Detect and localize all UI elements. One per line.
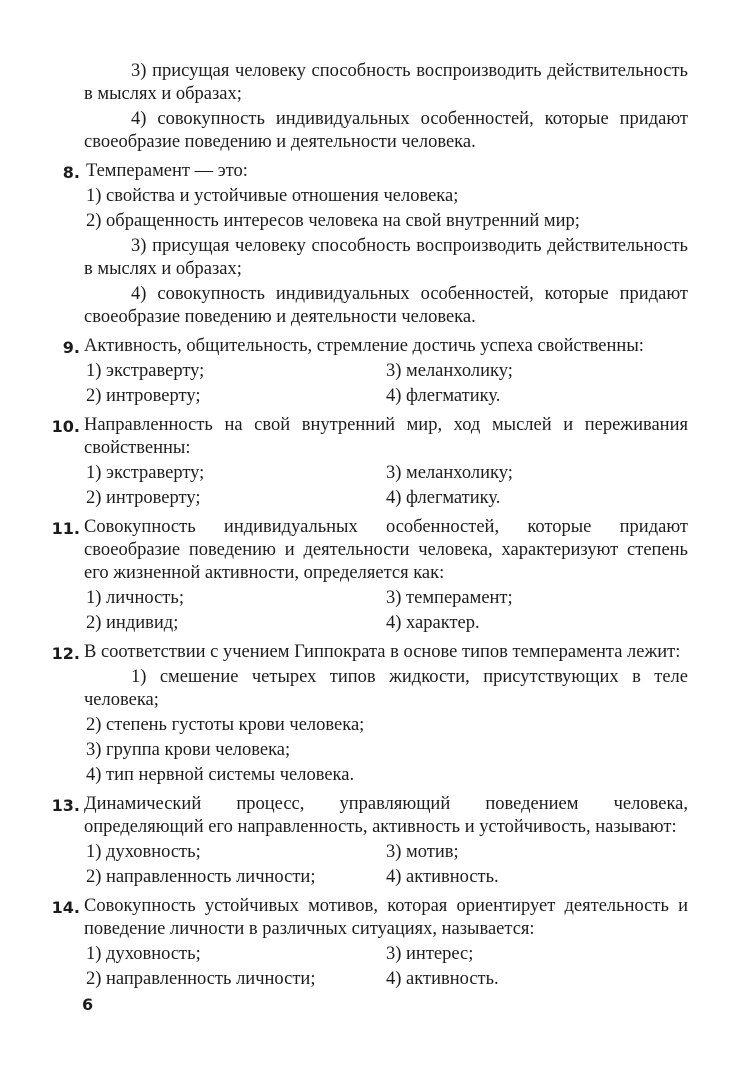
option-text: 1) смешение четырех типов жидкости, присутствующих в теле человека; (84, 667, 688, 710)
question-10 (51, 414, 688, 510)
question-text: Динамический процесс, управляющий поведением человека, определяющий его направленность, активность и устойчивость, называют: (84, 794, 688, 837)
option-text: 1) свойства и устойчивые отношения человека; (86, 186, 459, 206)
option-text: 2) степень густоты крови человека; (86, 715, 365, 735)
question-8 (62, 160, 688, 329)
option-text: 1) экстраверту; (86, 361, 205, 381)
option-text: 2) индивид; (86, 613, 179, 633)
option-text: 1) личность; (86, 588, 184, 608)
option-text: 4) активность. (386, 867, 499, 887)
question-number: 9. (62, 338, 80, 357)
question-number: 10. (51, 417, 80, 436)
question-number: 11. (51, 519, 80, 538)
option-text: 2) направленность личности; (86, 969, 316, 989)
question-11 (51, 516, 688, 635)
answer-options (84, 360, 688, 408)
option-text: 3) меланхолику; (386, 361, 513, 381)
question-12 (51, 641, 688, 787)
option-text: 2) обращенность интересов человека на свой внутренний мир; (86, 211, 580, 231)
question-number: 12. (51, 644, 80, 663)
question-number: 8. (62, 163, 80, 182)
question-text: В соответствии с учением Гиппократа в основе типов темперамента лежит: (84, 642, 681, 662)
question-text: Направленность на свой внутренний мир, ход мыслей и переживания свойственны: (84, 415, 688, 458)
option-text: 2) направленность личности; (86, 867, 316, 887)
option-text: 1) духовность; (86, 842, 201, 862)
answer-options (84, 462, 688, 510)
question-number: 13. (51, 796, 80, 815)
answer-options (84, 841, 688, 889)
option-text: 3) присущая человеку способность воспроизводить действительность в мыслях и образах; (84, 61, 688, 104)
answer-options (84, 587, 688, 635)
page-content (51, 60, 688, 993)
option-text: 2) интроверту; (86, 488, 201, 508)
option-text: 3) интерес; (386, 944, 474, 964)
question-text: Совокупность устойчивых мотивов, которая ориентирует деятельность и поведение личности в различных ситуациях, называется: (84, 896, 688, 939)
option-text: 4) совокупность индивидуальных особенностей, которые придают своеобразие поведению и деятельности человека. (84, 284, 688, 327)
question-13 (51, 793, 688, 889)
option-text: 3) темперамент; (386, 588, 513, 608)
question-number: 14. (51, 898, 80, 917)
question-14 (51, 895, 688, 991)
option-text: 4) активность. (386, 969, 499, 989)
option-text: 2) интроверту; (86, 386, 201, 406)
option-text: 4) тип нервной системы человека. (86, 765, 355, 785)
question-7-continuation (84, 60, 688, 154)
option-text: 4) флегматику. (386, 386, 501, 406)
option-text: 1) экстраверту; (86, 463, 205, 483)
question-text: Темперамент — это: (86, 161, 248, 181)
option-text: 3) присущая человеку способность воспроизводить действительность в мыслях и образах; (84, 236, 688, 279)
option-text: 3) группа крови человека; (86, 740, 291, 760)
option-text: 4) совокупность индивидуальных особенностей, которые придают своеобразие поведению и деятельности человека. (84, 109, 688, 152)
option-text: 3) мотив; (386, 842, 459, 862)
option-text: 4) характер. (386, 613, 480, 633)
option-text: 4) флегматику. (386, 488, 501, 508)
answer-options (84, 943, 688, 991)
question-text: Активность, общительность, стремление достичь успеха свойственны: (84, 336, 644, 356)
question-text: Совокупность индивидуальных особенностей, которые придают своеобразие поведению и деятельности человека, характеризуют степень его жизненной активности, определяется как: (84, 517, 688, 583)
page-number: 6 (82, 995, 94, 1014)
question-9 (62, 335, 688, 408)
option-text: 3) меланхолику; (386, 463, 513, 483)
option-text: 1) духовность; (86, 944, 201, 964)
